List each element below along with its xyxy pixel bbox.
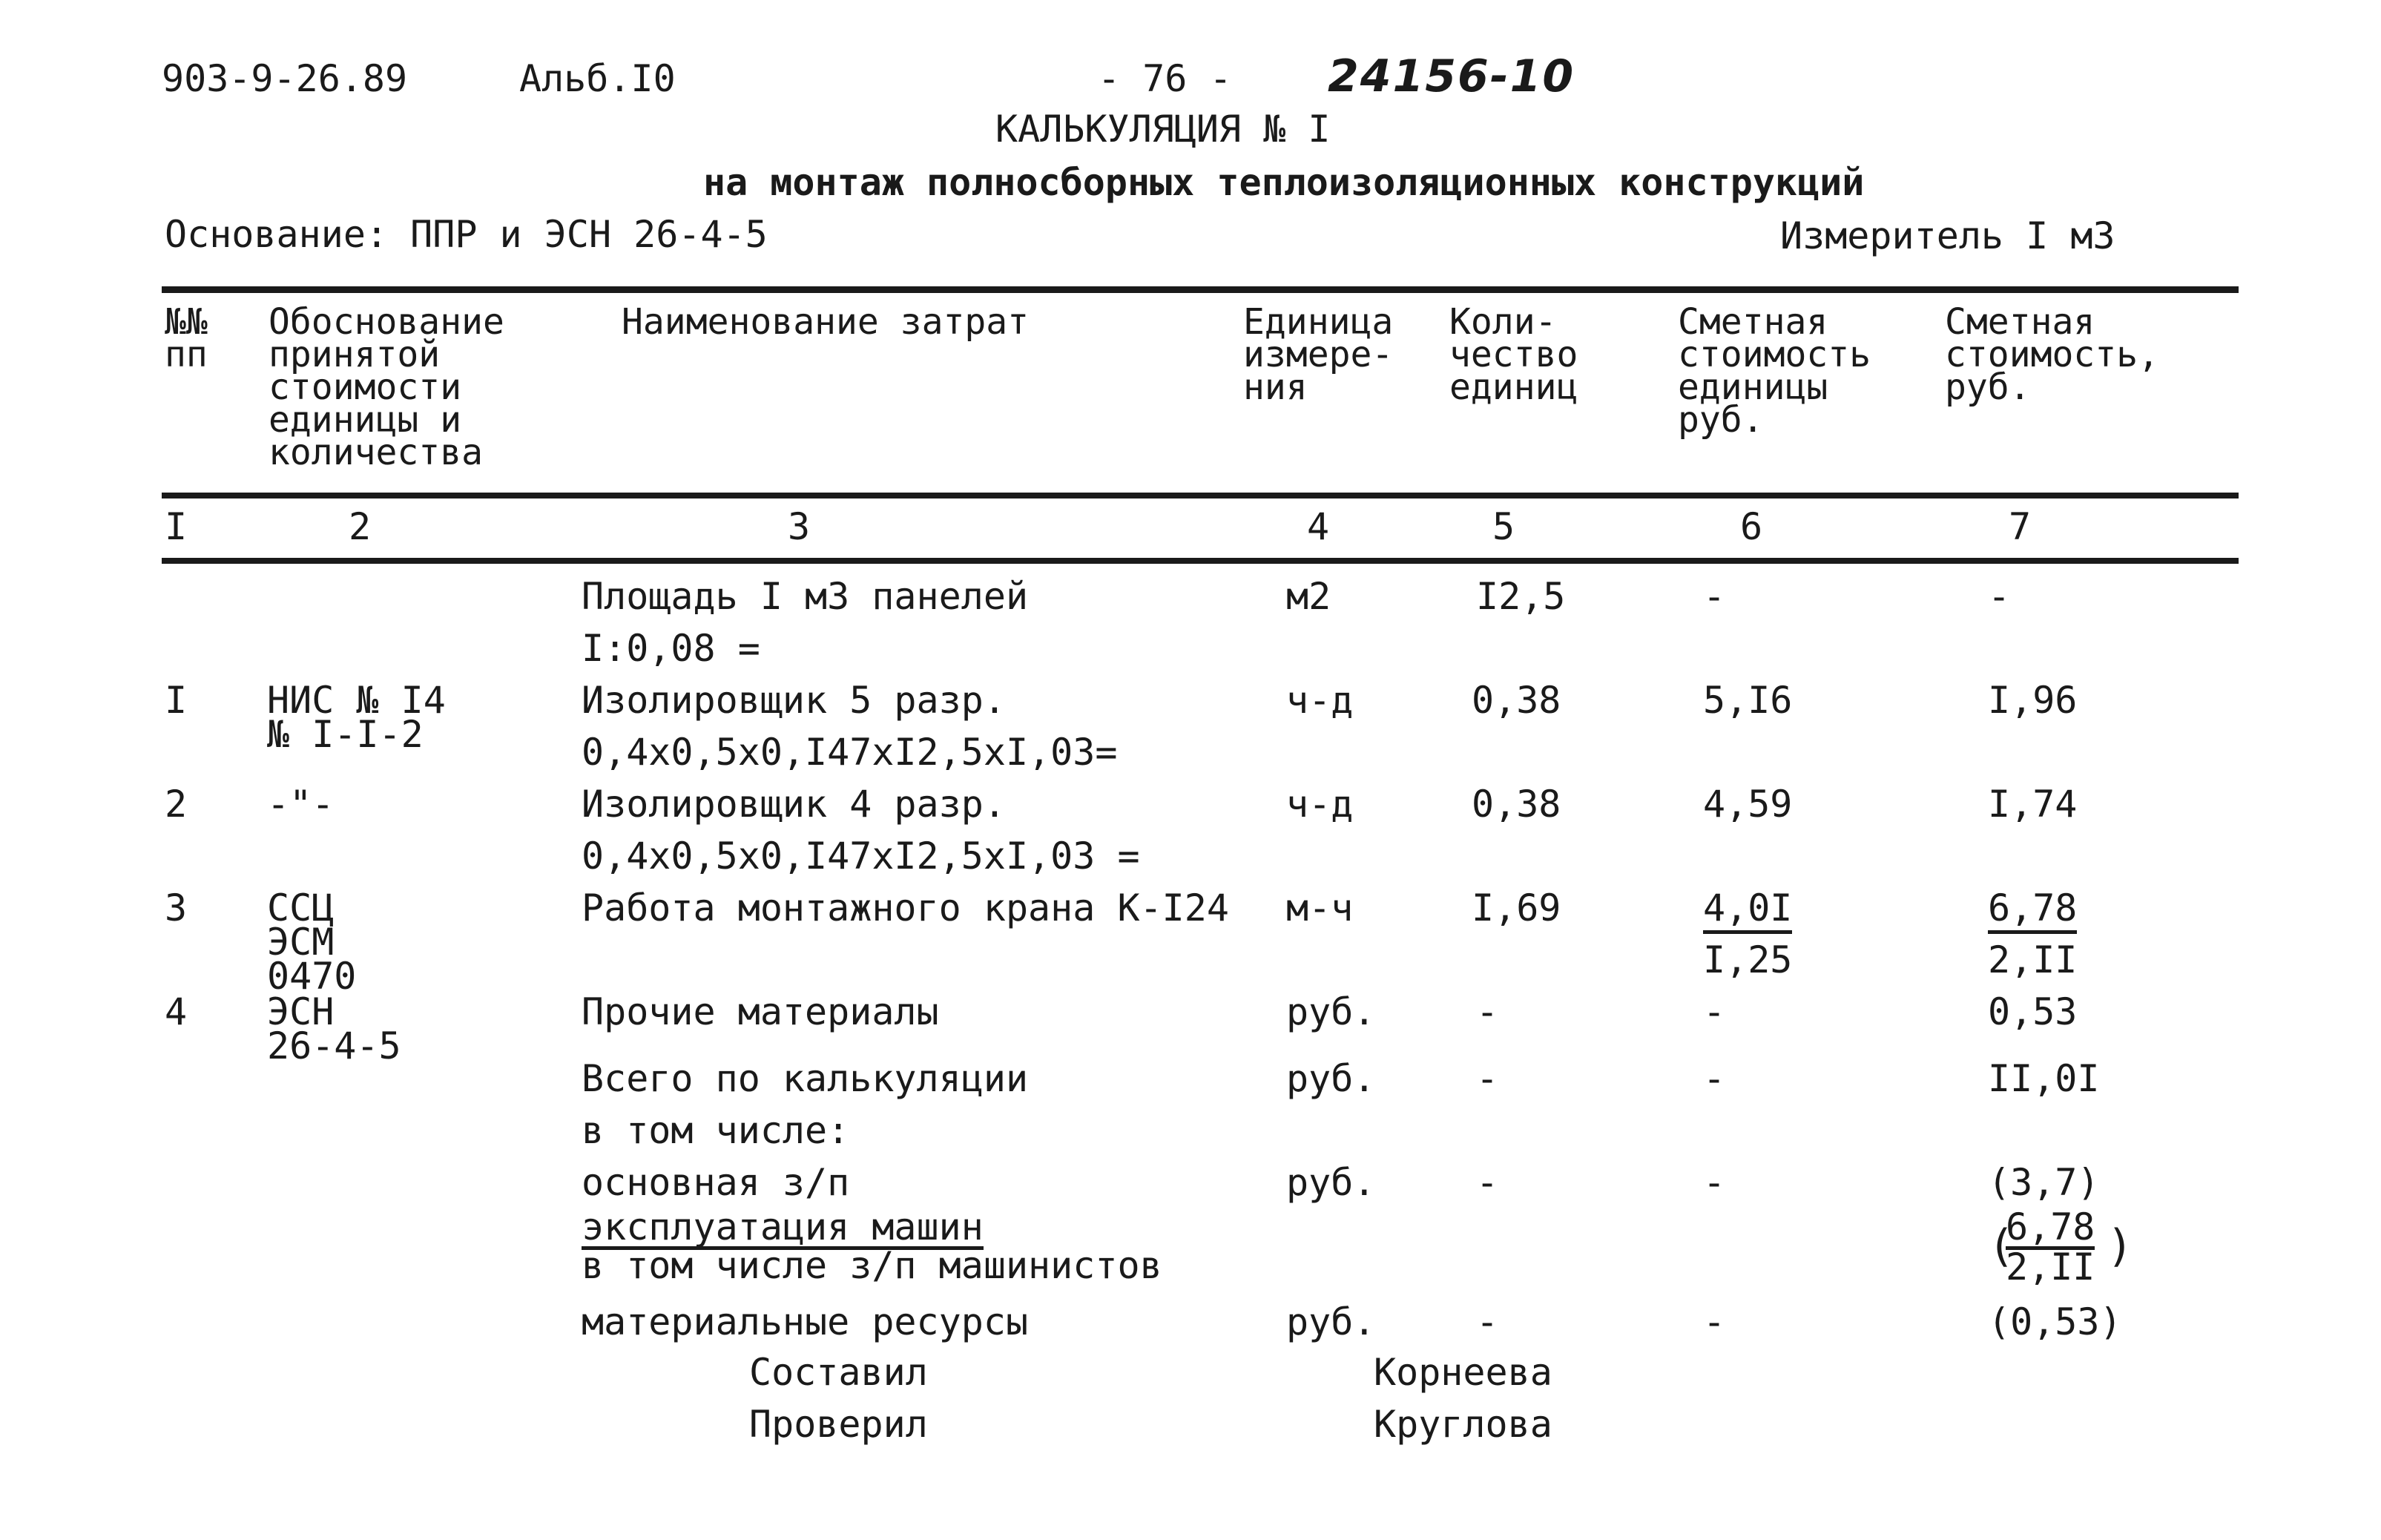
cost-formula: 0,4х0,5х0,I47хI2,5хI,03 = — [582, 835, 1140, 878]
quantity-cell: 0,38 — [1472, 679, 1561, 722]
machine-cost-fraction — [1988, 1205, 2134, 1291]
unit-cost-cell: - — [1703, 1057, 1726, 1100]
unit-cost-wage-cell: I,25 — [1703, 938, 1793, 981]
row-number: 2 — [165, 783, 188, 826]
unit-cost-cell: 5,I6 — [1703, 679, 1793, 722]
materials-label: материальные ресурсы — [582, 1300, 1029, 1343]
row-number: 3 — [165, 886, 188, 929]
wage-cost-value: (3,7) — [1988, 1161, 2100, 1204]
quantity-cell: - — [1476, 1057, 1499, 1100]
wage-label: основная з/п — [582, 1161, 850, 1204]
header-cell-name: Наименование затрат — [622, 301, 1030, 343]
header-bottom-rule — [162, 493, 2239, 498]
basis-cell: № I-I-2 — [267, 713, 424, 756]
header-cell-total-cost: Сметная стоимость, руб. — [1945, 301, 2159, 408]
quantity-cell: I2,5 — [1476, 575, 1566, 618]
header-cell-unit-cost: Сметная стоимость единицы руб. — [1678, 301, 1871, 441]
compiled-name: Корнеева — [1374, 1351, 1552, 1394]
quantity-cell: I,69 — [1472, 886, 1561, 929]
unit-cost-cell: 4,59 — [1703, 783, 1793, 826]
cost-name: Прочие материалы — [582, 990, 939, 1033]
total-cost-cell: 6,78 — [1988, 887, 2077, 934]
basis-cell: -"- — [267, 783, 335, 826]
checked-label: Проверил — [749, 1403, 928, 1446]
column-number: 3 — [788, 505, 811, 548]
machine-label: эксплуатация машин — [582, 1205, 984, 1248]
cost-name: Изолировщик 5 разр. — [582, 679, 1006, 722]
basis-cell: 26-4-5 — [267, 1024, 401, 1067]
basis-cell: ЭСМ — [267, 921, 335, 964]
total-cost-cell: - — [1988, 575, 2011, 618]
total-cost-cell: I,74 — [1988, 783, 2078, 826]
open-paren: ( — [1988, 1220, 2015, 1272]
document-subtitle: на монтаж полносборных теплоизоляционных конструкций — [703, 161, 1865, 204]
unit-cost-cell: - — [1703, 990, 1726, 1033]
page-number: - 76 - — [1098, 57, 1232, 100]
row-number: 4 — [165, 990, 188, 1033]
cost-name: Изолировщик 4 разр. — [582, 783, 1006, 826]
total-cost-value: II,0I — [1988, 1057, 2100, 1100]
header-cell-quantity: Коли- чество единиц — [1449, 301, 1578, 408]
total-cost-cell: 0,53 — [1988, 990, 2078, 1033]
handwritten-number: 24156-10 — [1328, 50, 1575, 102]
table-top-rule — [162, 286, 2239, 293]
column-number: I — [165, 505, 188, 548]
close-paren: ) — [2107, 1220, 2134, 1272]
quantity-cell: - — [1476, 990, 1499, 1033]
column-number: 7 — [2009, 505, 2032, 548]
unit-cell: м2 — [1286, 575, 1331, 618]
header-cell-number: №№ пп — [165, 301, 208, 375]
cost-name: Работа монтажного крана К-I24 — [582, 886, 1229, 929]
unit-cell: ч-д — [1286, 679, 1354, 722]
checked-name: Круглова — [1374, 1403, 1552, 1446]
compiled-label: Составил — [749, 1351, 928, 1394]
unit-cell: руб. — [1286, 990, 1376, 1033]
machine-wage-label: в том числе з/п машинистов — [582, 1244, 1162, 1287]
total-label: Всего по калькуляции — [582, 1057, 1029, 1100]
unit-cost-cell: 4,0I — [1703, 887, 1792, 934]
unit-cost-cell: - — [1703, 1161, 1726, 1204]
machine-cost-value: 6,78 — [2006, 1205, 2095, 1248]
document-title: КАЛЬКУЛЯЦИЯ № I — [995, 108, 1331, 151]
quantity-cell: - — [1476, 1161, 1499, 1204]
basis-cell: ССЦ — [267, 886, 335, 929]
including-label: в том числе: — [582, 1109, 850, 1152]
basis-cell: ЭСН — [267, 990, 335, 1033]
album-number: Альб.I0 — [519, 57, 676, 100]
header-cell-unit: Единица измере- ния — [1243, 301, 1394, 408]
quantity-cell: 0,38 — [1472, 783, 1561, 826]
unit-cell: руб. — [1286, 1300, 1376, 1343]
meter-line: Измеритель I м3 — [1780, 214, 2115, 257]
cost-name: Площадь I м3 панелей — [582, 575, 1029, 618]
document-code: 903-9-26.89 — [162, 57, 408, 100]
quantity-cell: - — [1476, 1300, 1499, 1343]
machine-wage-value: 2,II — [2006, 1246, 2095, 1289]
header-cell-basis: Обоснование принятой стоимости единицы и количества — [269, 301, 504, 473]
column-number: 6 — [1740, 505, 1763, 548]
unit-cell: м-ч — [1286, 886, 1354, 929]
basis-cell: НИС № I4 — [267, 679, 446, 722]
total-cost-cell: I,96 — [1988, 679, 2078, 722]
unit-cell: руб. — [1286, 1161, 1376, 1204]
unit-cell: ч-д — [1286, 783, 1354, 826]
cost-formula: I:0,08 = — [582, 627, 760, 670]
column-number: 2 — [349, 505, 372, 548]
row-number: I — [165, 679, 188, 722]
basis-cell: 0470 — [267, 955, 357, 998]
column-number: 4 — [1307, 505, 1330, 548]
column-numbers-rule — [162, 558, 2239, 564]
materials-cost-value: (0,53) — [1988, 1300, 2122, 1343]
unit-cost-cell: - — [1703, 1300, 1726, 1343]
column-number: 5 — [1492, 505, 1515, 548]
cost-formula: 0,4х0,5х0,I47хI2,5хI,03= — [582, 731, 1118, 774]
unit-cost-cell: - — [1703, 575, 1726, 618]
total-cost-wage-cell: 2,II — [1988, 938, 2078, 981]
unit-cell: руб. — [1286, 1057, 1376, 1100]
basis-line: Основание: ППР и ЭСН 26-4-5 — [165, 213, 768, 256]
